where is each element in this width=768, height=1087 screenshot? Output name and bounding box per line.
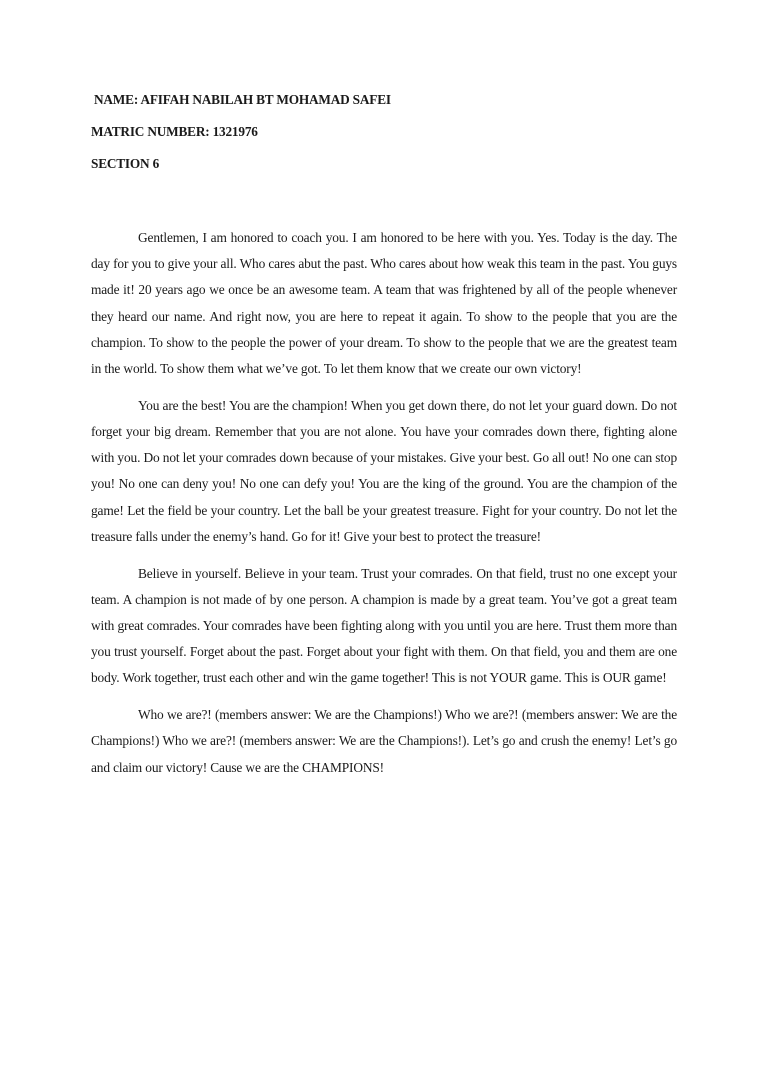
- matric-number: MATRIC NUMBER: 1321976: [91, 124, 258, 139]
- paragraph-3: Believe in yourself. Believe in your team. Trust your comrades. On that field, trust no one except your team. A champion is not made of by one person. A champion is made by a great team. You’ve got a great team with great comrades. Your comrades have been fighting along with you until you are here. Trust them more than you trust yourself. Forget about the past. Forget about your fight with them. On that field, you and them are one body. Work together, trust each other and win the game together! This is not YOUR game. This is OUR game!: [91, 565, 677, 686]
- document-page: [91, 88, 677, 781]
- speech-body: [91, 225, 677, 781]
- section-number: SECTION 6: [91, 156, 160, 171]
- student-name: NAME: AFIFAH NABILAH BT MOHAMAD SAFEI: [94, 92, 391, 107]
- paragraph-2: You are the best! You are the champion! When you get down there, do not let your guard down. Do not forget your big dream. Remember that you are not alone. You have your comrades down there, fighting alone with you. Do not let your comrades down because of your mistakes. Give your best. Go all out! No one can stop you! No one can deny you! No one can defy you! You are the king of the ground. You are the champion of the game! Let the field be your country. Let the ball be your greatest treasure. Fight for your country. Do not let the treasure falls under the enemy’s hand. Go for it! Give your best to protect the treasure!: [91, 397, 677, 544]
- paragraph-1: Gentlemen, I am honored to coach you. I am honored to be here with you. Yes. Today is the day. The day for you to give your all. Who cares abut the past. Who cares about how weak this team in the past. You guys made it! 20 years ago we once be an awesome team. A team that was frightened by all of the people whenever they heard our name. And right now, you are here to repeat it again. To show to the people that you are the champion. To show to the people the power of your dream. To show to the people that we are the greatest team in the world. To show them what we’ve got. To let them know that we create our own victory!: [91, 230, 677, 377]
- paragraph-4: Who we are?! (members answer: We are the Champions!) Who we are?! (members answer: We are the Champions!) Who we are?! (members answer: We are the Champions!). Let’s go and crush the enemy! Let’s go and claim our victory! Cause we are the CHAMPIONS!: [91, 707, 677, 775]
